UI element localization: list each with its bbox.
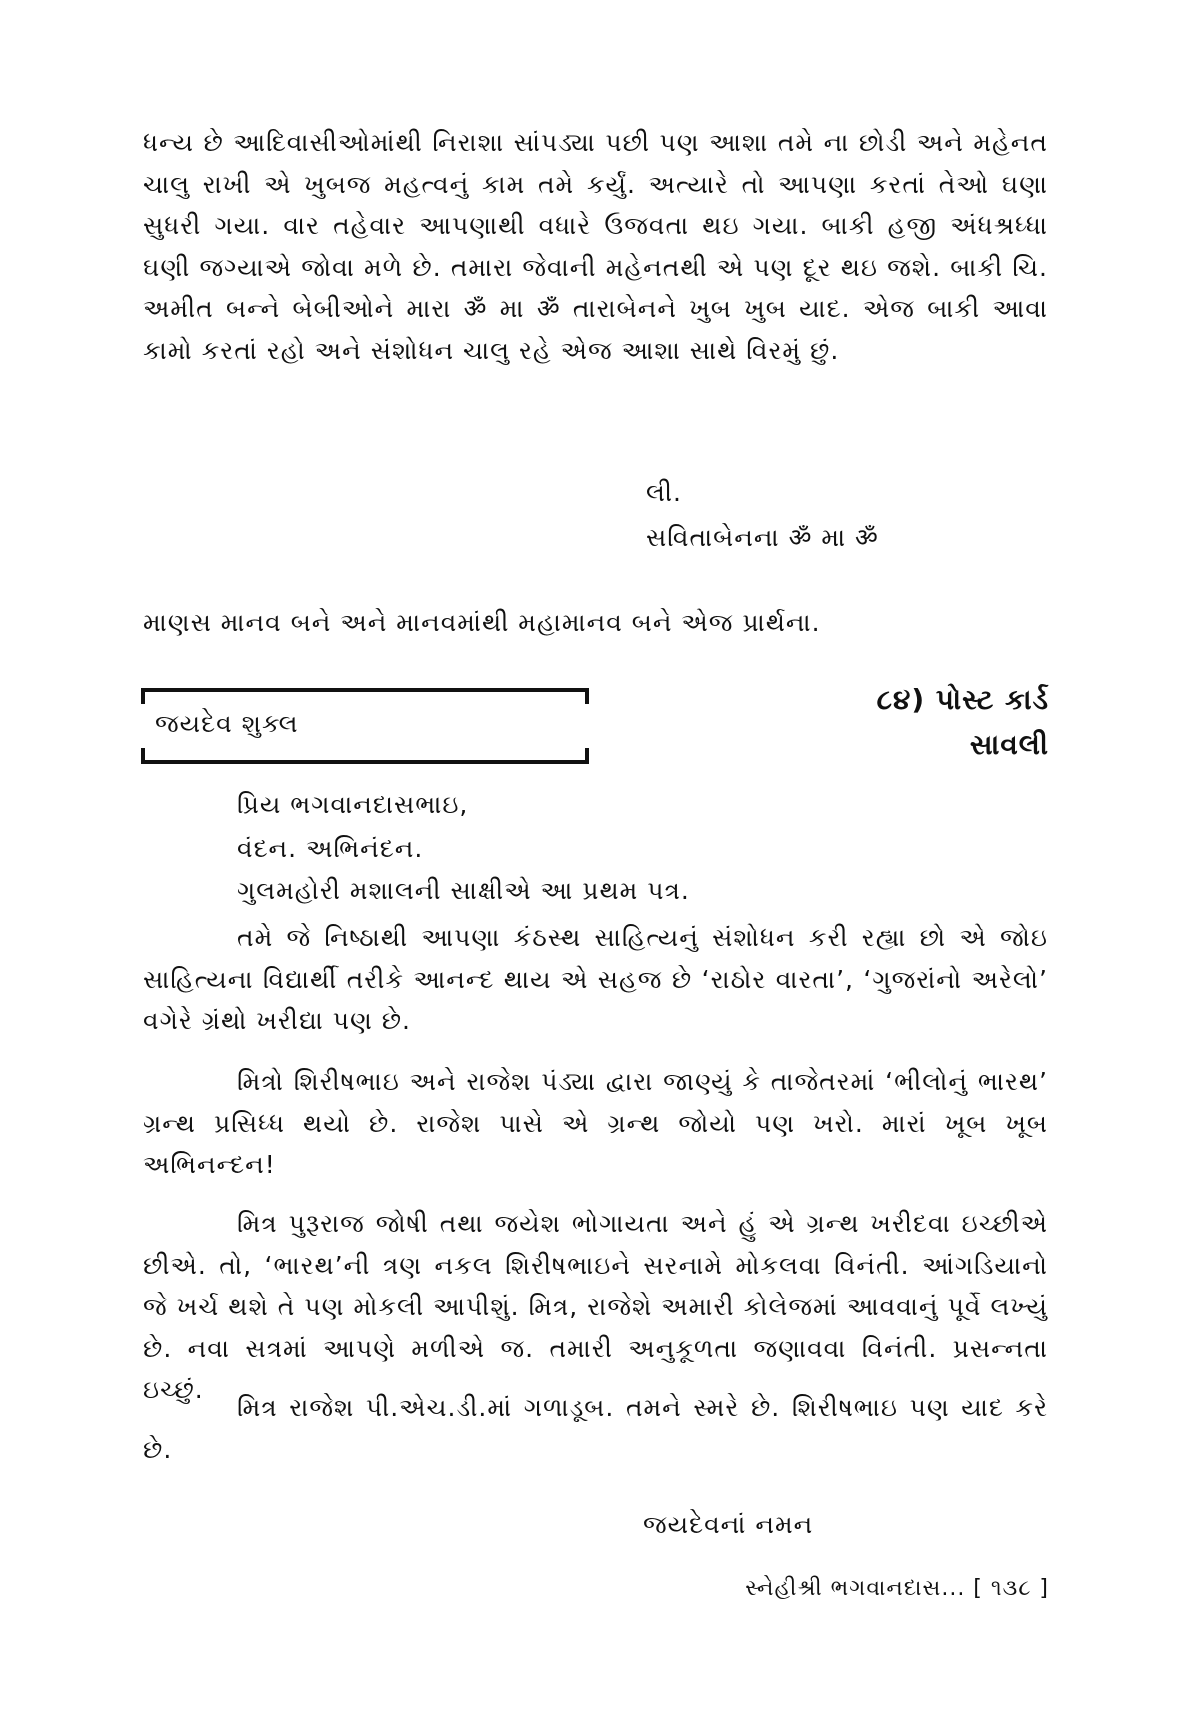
letter2-heading-place: સાવલી	[969, 728, 1049, 761]
author-name: જયદેવ શુક્લ	[155, 709, 299, 738]
box-corner-mark	[585, 692, 589, 704]
box-corner-mark	[585, 748, 589, 760]
letter2-paragraph: મિત્રો શિરીષભાઇ અને રાજેશ પંડ્યા દ્વારા જાણ્યું કે તાજેતરમાં ‘ભીલોનું ભારથ’ ગ્રન્થ પ્રસિધ્ધ થયો છે. રાજેશ પાસે એ ગ્રન્થ જોયો પણ ખરો. મારાં ખૂબ ખૂબ અભિનન્દન!	[143, 1067, 1048, 1179]
box-corner-mark	[141, 748, 145, 760]
letter2-salutation: પ્રિય ભગવાનદાસભાઇ,	[237, 790, 469, 819]
letter2-heading-number: ૮૪) પોસ્ટ કાર્ડ	[876, 683, 1049, 716]
author-name-box	[141, 688, 589, 764]
letter2-paragraph: મિત્ર પુરૂરાજ જોષી તથા જયેશ ભોગાયતા અને હું એ ગ્રન્થ ખરીદવા ઇચ્છીએ છીએ. તો, ‘ભારથ’ની ત્રણ નકલ શિરીષભાઇને સરનામે મોકલવા વિનંતી. આંગડિયાનો જે ખર્ચ થશે તે પણ મોકલી આપીશું. મિત્ર, રાજેશે અમારી કોલેજમાં આવવાનું પૂર્વે લખ્યું છે. નવા સત્રમાં આપણે મળીએ જ. તમારી અનુકૂળતા જણાવવા વિનંતી. પ્રસન્નતા ઇચ્છું.	[143, 1209, 1048, 1404]
letter1-body: ધન્ય છે આદિવાસીઓમાંથી નિરાશા સાંપડ્યા પછી પણ આશા તમે ના છોડી અને મહેનત ચાલુ રાખી એ ખુબજ મહત્વનું કામ તમે કર્યું. અત્યારે તો આપણા કરતાં તેઓ ઘણા સુધરી ગયા. વાર તહેવાર આપણાથી વધારે ઉજવતા થઇ ગયા. બાકી હજી અંધશ્રધ્ધા ઘણી જગ્યાએ જોવા મળે છે. તમારા જેવાની મહેનતથી એ પણ દૂર થઇ જશે. બાકી ચિ. અમીત બન્ને બેબીઓને મારા ॐ મા ॐ તારાબેનને ખુબ ખુબ યાદ. એજ બાકી આવા કામો કરતાં રહો અને સંશોધન ચાલુ રહે એજ આશા સાથે વિરમું છું.	[143, 128, 1048, 365]
letter2-paragraph: તમે જે નિષ્ઠાથી આપણા કંઠસ્થ સાહિત્યનું સંશોધન કરી રહ્યા છો એ જોઇ સાહિત્યના વિદ્યાર્થી તરીકે આનન્દ થાય એ સહજ છે ‘રાઠોર વારતા’, ‘ગુજરાંનો અરેલો’ વગેરે ગ્રંથો ખરીદ્યા પણ છે.	[143, 923, 1048, 1035]
letter2-greeting: વંદન. અભિનંદન.	[237, 834, 424, 863]
letter1-signature: સવિતાબેનના ॐ મા ॐ	[646, 523, 879, 552]
letter2-intro: ગુલમહોરી મશાલની સાક્ષીએ આ પ્રથમ પત્ર.	[237, 876, 690, 905]
prayer-line: માણસ માનવ બને અને માનવમાંથી મહામાનવ બને એજ પ્રાર્થના.	[143, 608, 821, 637]
box-corner-mark	[141, 692, 145, 704]
page-footer: સ્નેહીશ્રી ભગવાનદાસ... [ ૧૩૮ ]	[745, 1576, 1049, 1601]
letter1-sign-prefix: લી.	[646, 478, 682, 507]
letter2-signature: જયદેવનાં નમન	[643, 1510, 814, 1539]
letter2-paragraph: મિત્ર રાજેશ પી.એચ.ડી.માં ગળાડૂબ. તમને સ્મરે છે. શિરીષભાઇ પણ યાદ કરે છે.	[143, 1393, 1048, 1464]
